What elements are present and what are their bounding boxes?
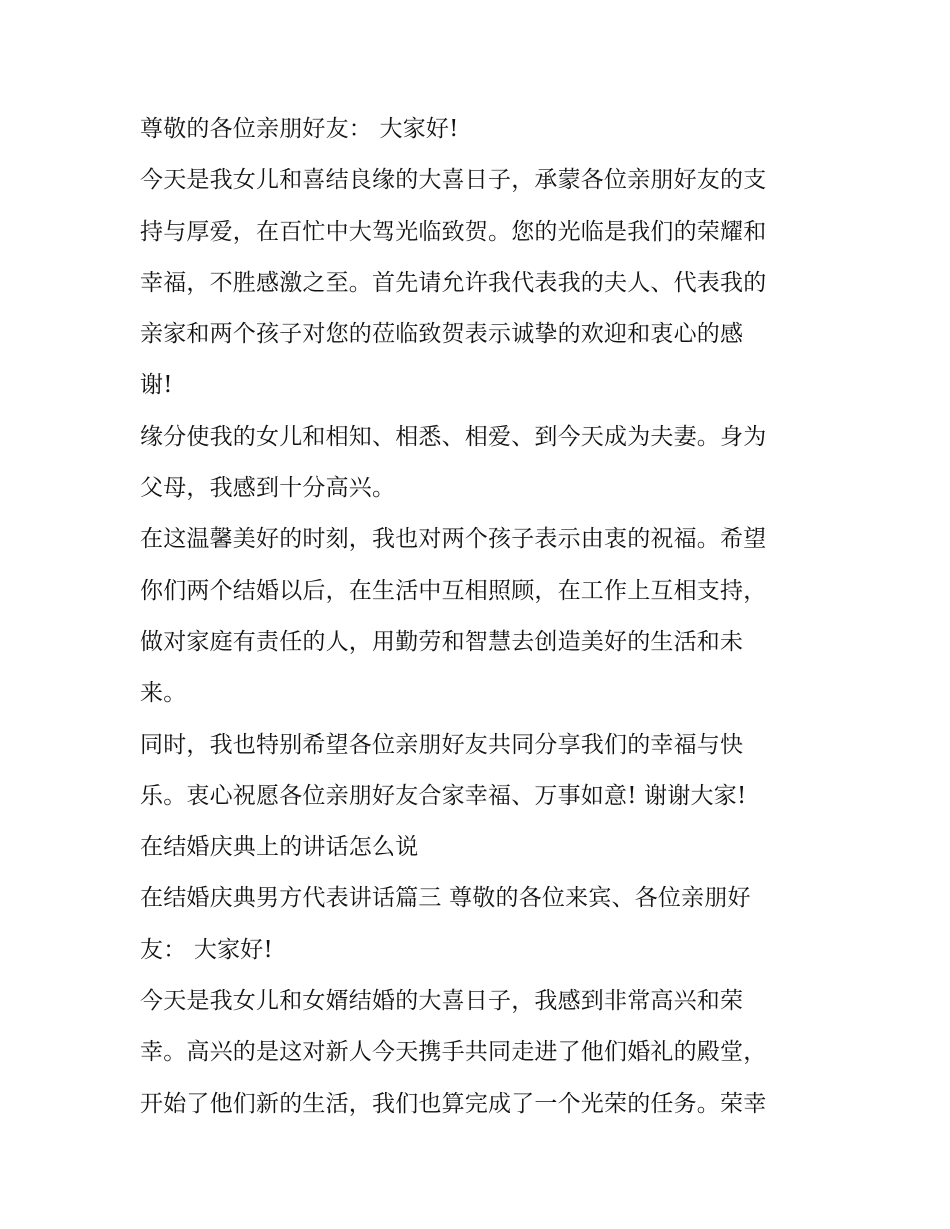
text-line: 父母，我感到十分高兴。 [140,475,396,502]
text-line: 尊敬的各位亲朋好友： 大家好! [140,116,459,142]
text-line: 幸。高兴的是这对新人今天携手共同走进了他们婚礼的殿堂， [140,1039,767,1066]
text-line: 亲家和两个孩子对您的莅临致贺表示诚挚的欢迎和衷心的感 [140,321,744,348]
document-body [140,104,815,1130]
text-line: 在结婚庆典男方代表讲话篇三 尊敬的各位来宾、各位亲朋好 [140,885,751,912]
text-line: 缘分使我的女儿和相知、相悉、相爱、到今天成为夫妻。身为 [140,423,767,450]
text-line: 来。 [140,680,187,707]
text-line: 乐。衷心祝愿各位亲朋好友合家幸福、万事如意! 谢谢大家! [140,782,747,809]
text-line: 幸福，不胜感激之至。首先请允许我代表我的夫人、代表我的 [140,269,767,296]
text-line: 开始了他们新的生活，我们也算完成了一个光荣的任务。荣幸 [140,1090,767,1117]
text-line: 同时，我也特别希望各位亲朋好友共同分享我们的幸福与快 [140,731,744,758]
text-line: 在这温馨美好的时刻，我也对两个孩子表示由衷的祝福。希望 [140,526,767,553]
text-line: 友： 大家好! [140,936,273,963]
text-line: 今天是我女儿和喜结良缘的大喜日子，承蒙各位亲朋好友的支 [140,167,767,194]
section-heading: 在结婚庆典上的讲话怎么说 [140,834,419,861]
text-line: 你们两个结婚以后，在生活中互相照顾，在工作上互相支持， [140,577,767,604]
text-line: 谢! [140,372,173,399]
text-line: 持与厚爱，在百忙中大驾光临致贺。您的光临是我们的荣耀和 [140,218,767,245]
text-line: 做对家庭有责任的人，用勤劳和智慧去创造美好的生活和未 [140,628,744,655]
text-line: 今天是我女儿和女婿结婚的大喜日子，我感到非常高兴和荣 [140,988,744,1015]
